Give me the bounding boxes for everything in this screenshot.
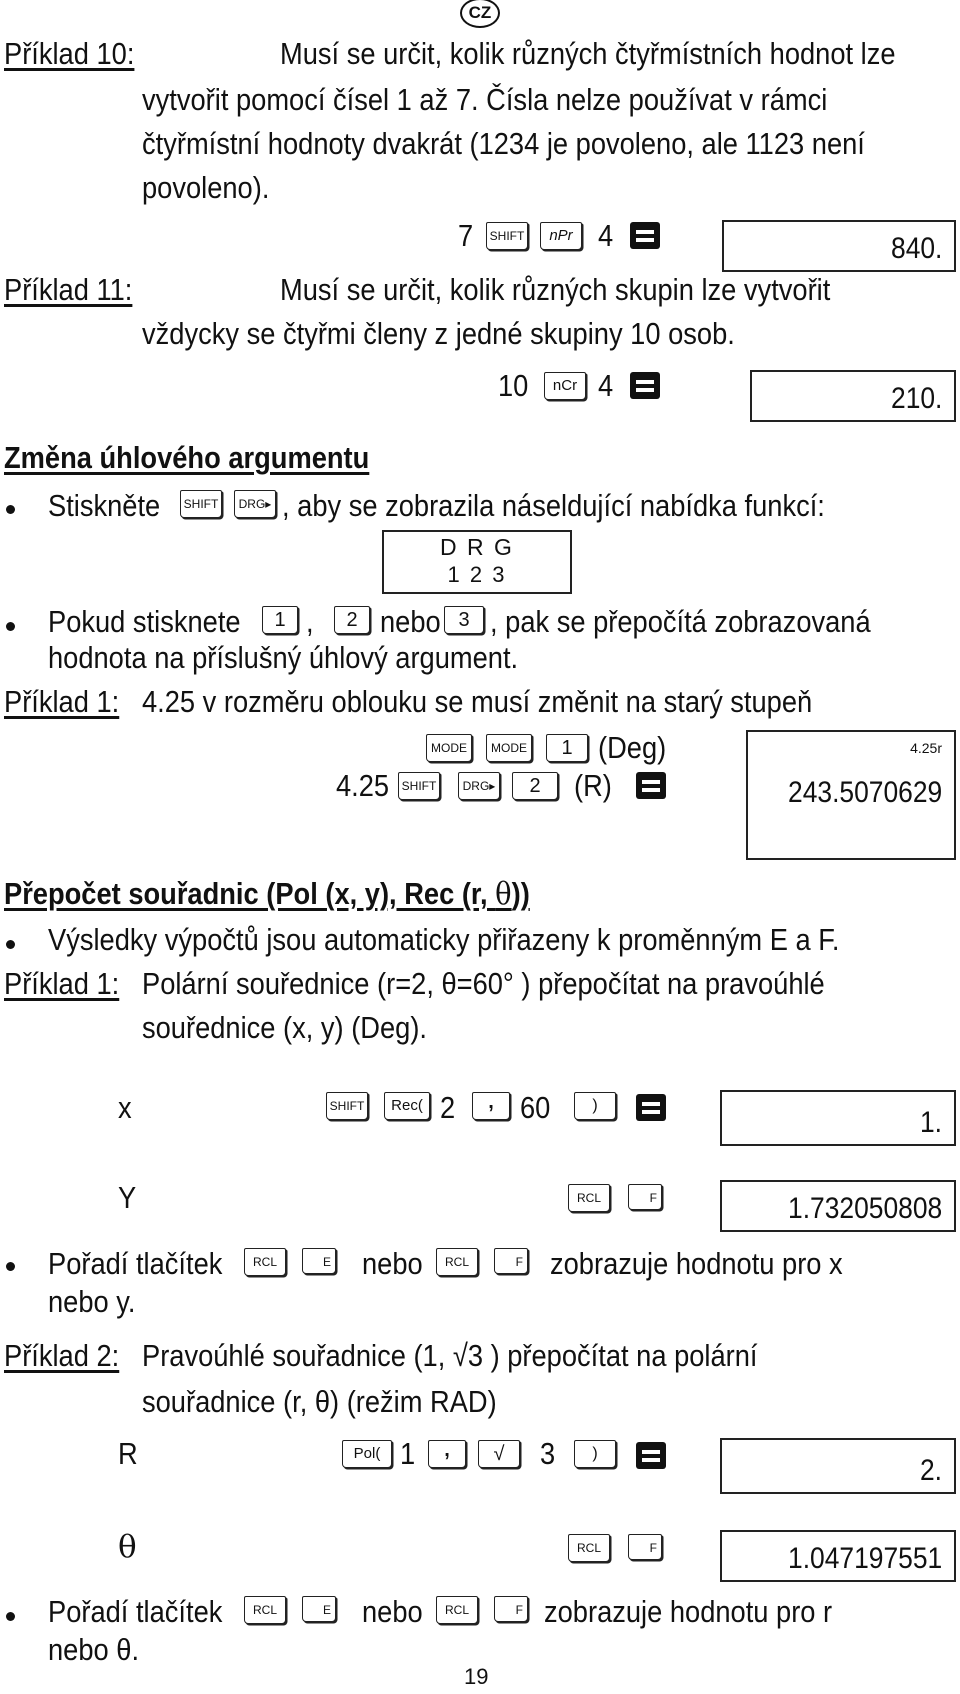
drg-menu-display xyxy=(382,530,572,594)
coords-heading xyxy=(4,876,530,913)
shift-key: SHIFT xyxy=(326,1092,368,1120)
key-1: 1 xyxy=(262,606,298,634)
bullet xyxy=(6,622,15,631)
shift-key: SHIFT xyxy=(486,222,528,250)
ex11-result: 210. xyxy=(890,382,942,415)
equals-key xyxy=(630,222,660,249)
npr-key: nPr xyxy=(540,222,582,250)
angle-b2-post: , pak se přepočítá zobrazovaná xyxy=(490,604,871,639)
coords-b2-line2: nebo y. xyxy=(48,1284,136,1319)
angle-input-value: 4.25 xyxy=(336,768,390,803)
pol-key: Pol( xyxy=(342,1440,392,1468)
coords-heading-post: )) xyxy=(511,876,530,911)
nebo-text: nebo xyxy=(380,604,441,639)
rcl-key: RCL xyxy=(436,1248,478,1276)
example-10-line2: vytvořit pomocí čísel 1 až 7. Čísla nelze používat v rámci xyxy=(142,82,828,117)
ex11-input-10: 10 xyxy=(498,368,529,403)
rcl-key: RCL xyxy=(568,1184,610,1212)
rcl-key: RCL xyxy=(244,1596,286,1624)
angle-b2-line2: hodnota na příslušný úhlový argument. xyxy=(48,640,519,675)
x-display xyxy=(720,1090,956,1146)
equals-key xyxy=(630,372,660,399)
comma-key: , xyxy=(472,1092,510,1120)
language-badge: CZ xyxy=(460,0,500,28)
coords-ex2-line2: souřadnice (r, θ) (režim RAD) xyxy=(142,1384,497,1419)
f-key: F xyxy=(494,1248,528,1274)
example-11-line2: vždycky se čtyřmi členy z jedné skupiny 10 osob. xyxy=(142,316,735,351)
mode-key: MODE xyxy=(486,734,532,762)
equals-key xyxy=(636,1442,666,1469)
angle-b1-post: , aby se zobrazila náseldující nabídka funkcí: xyxy=(282,488,825,523)
example-11-label: Příklad 11: xyxy=(4,272,133,307)
f-key: F xyxy=(494,1596,528,1622)
comma-key: , xyxy=(428,1440,466,1468)
sqrt-key: √ xyxy=(478,1440,520,1468)
bullet xyxy=(6,1612,15,1621)
r-label: R xyxy=(118,1436,138,1471)
deg-label: (Deg) xyxy=(598,730,667,765)
coords-b3-line2: nebo θ. xyxy=(48,1632,140,1667)
drg-menu-line1: D R G xyxy=(440,534,514,560)
coords-b2-post: zobrazuje hodnotu pro x xyxy=(550,1246,843,1281)
coords-b3-pre: Pořadí tlačítek xyxy=(48,1594,223,1629)
coords-b1: Výsledky výpočtů jsou automaticky přiřazeny k proměnným E a F. xyxy=(48,922,840,957)
key-1: 1 xyxy=(546,734,588,762)
r-result: 2. xyxy=(919,1454,942,1487)
mode-key: MODE xyxy=(426,734,472,762)
theta-display xyxy=(720,1530,956,1582)
close-paren-key: ) xyxy=(574,1092,616,1120)
coords-ex1-line2: souřednice (x, y) (Deg). xyxy=(142,1010,428,1045)
example-11-line1: Musí se určit, kolik různých skupin lze vytvořit xyxy=(280,272,831,307)
theta-label: θ xyxy=(118,1529,137,1565)
key-3: 3 xyxy=(444,606,484,634)
example-10-line4: povoleno). xyxy=(142,170,270,205)
rec-key: Rec( xyxy=(384,1092,430,1120)
x-input-angle: 60 xyxy=(520,1090,551,1125)
bullet xyxy=(6,940,15,949)
rcl-key: RCL xyxy=(568,1534,610,1562)
angle-display-input: 4.25r xyxy=(910,740,942,756)
ex11-display xyxy=(750,370,956,422)
f-key: F xyxy=(628,1184,662,1210)
y-display xyxy=(720,1180,956,1232)
key-2: 2 xyxy=(512,772,558,800)
example-10-line1: Musí se určit, kolik různých čtyřmístních hodnot lze xyxy=(280,36,896,71)
angle-heading: Změna úhlového argumentu xyxy=(4,440,370,475)
coords-ex2-label: Příklad 2: xyxy=(4,1338,120,1373)
pol-input-3: 3 xyxy=(540,1436,556,1471)
x-label: x xyxy=(118,1090,132,1125)
example-10-label: Příklad 10: xyxy=(4,36,135,71)
x-input-r: 2 xyxy=(440,1090,456,1125)
angle-ex1-label: Příklad 1: xyxy=(4,684,120,719)
theta-symbol: θ xyxy=(495,876,512,912)
r-label: (R) xyxy=(574,768,612,803)
close-paren-key: ) xyxy=(574,1440,616,1468)
shift-key: SHIFT xyxy=(398,772,440,800)
ex10-result: 840. xyxy=(890,232,942,265)
coords-b3-post: zobrazuje hodnotu pro r xyxy=(544,1594,833,1629)
rcl-key: RCL xyxy=(244,1248,286,1276)
coords-ex2-line1: Pravoúhlé souřadnice (1, √3 ) přepočítat na polární xyxy=(142,1338,758,1373)
drg-key: DRG▸ xyxy=(458,772,500,800)
drg-menu-line2: 1 2 3 xyxy=(447,562,507,587)
page-number: 19 xyxy=(464,1664,489,1689)
r-display xyxy=(720,1438,956,1494)
equals-key xyxy=(636,1094,666,1121)
angle-ex1-text: 4.25 v rozměru oblouku se musí změnit na starý stupeň xyxy=(142,684,813,719)
coords-b2-pre: Pořadí tlačítek xyxy=(48,1246,223,1281)
bullet xyxy=(6,1262,15,1271)
angle-b1-pre: Stiskněte xyxy=(48,488,161,523)
equals-key xyxy=(636,772,666,799)
comma: , xyxy=(306,604,314,639)
x-result: 1. xyxy=(919,1106,942,1139)
nebo-text: nebo xyxy=(362,1246,423,1281)
ex10-input-4: 4 xyxy=(598,218,614,253)
drg-key: DRG▸ xyxy=(234,490,276,518)
bullet xyxy=(6,505,15,514)
coords-ex1-label: Příklad 1: xyxy=(4,966,120,1001)
coords-ex1-line1: Polární souředn​ice (r=2, θ=60° ) přepočítat na pravoúhlé xyxy=(142,966,825,1001)
coords-heading-pre: Přepočet souřadnic (Pol (x, y), Rec (r, xyxy=(4,876,496,911)
ncr-key: nCr xyxy=(544,372,586,400)
y-label: Y xyxy=(118,1180,137,1215)
f-key: F xyxy=(628,1534,662,1560)
e-key: E xyxy=(302,1596,336,1622)
theta-result: 1.047197551 xyxy=(787,1542,942,1575)
ex11-input-4: 4 xyxy=(598,368,614,403)
e-key: E xyxy=(302,1248,336,1274)
example-10-line3: čtyřmístní hodnoty dvakrát (1234 je povoleno, ale 1123 není xyxy=(142,126,865,161)
ex10-display xyxy=(722,220,956,272)
angle-display xyxy=(746,730,956,860)
pol-input-1: 1 xyxy=(400,1436,416,1471)
y-result: 1.732050808 xyxy=(787,1192,942,1225)
key-2: 2 xyxy=(334,606,370,634)
ex10-input-7: 7 xyxy=(458,218,474,253)
nebo-text: nebo xyxy=(362,1594,423,1629)
rcl-key: RCL xyxy=(436,1596,478,1624)
angle-display-result: 243.5070629 xyxy=(787,776,942,809)
shift-key: SHIFT xyxy=(180,490,222,518)
angle-b2-pre: Pokud stisknete xyxy=(48,604,241,639)
